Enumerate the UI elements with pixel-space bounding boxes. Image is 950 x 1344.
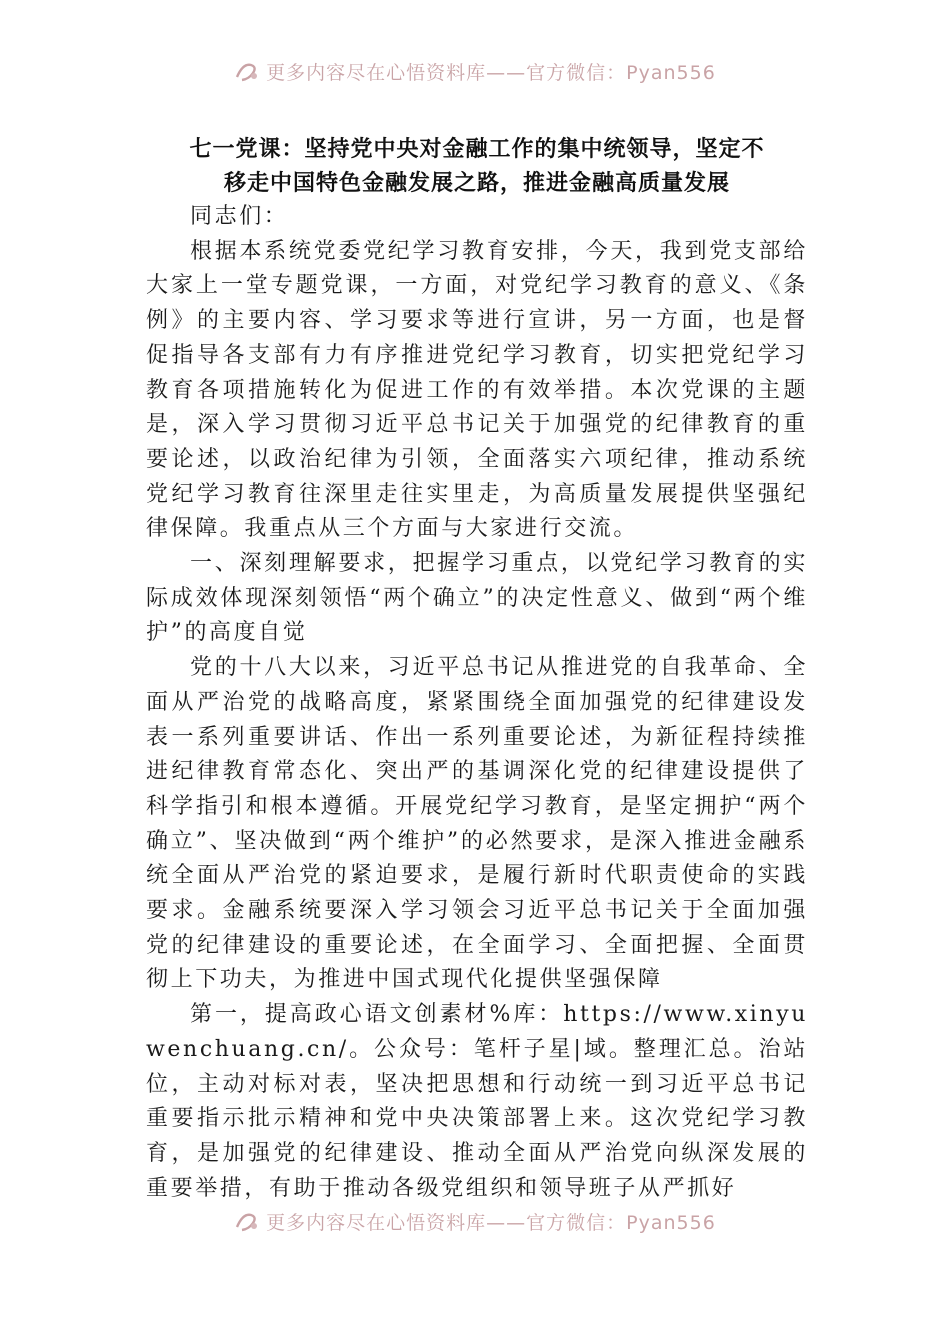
watermark-text: 更多内容尽在心悟资料库——官方微信：Pyan556	[266, 61, 716, 84]
watermark-logo-icon	[234, 1209, 260, 1233]
title-line-1: 七一党课：坚持党中央对金融工作的集中统领导，坚定不	[189, 136, 765, 162]
paragraph-section-1: 党的十八大以来，习近平总书记从推进党的自我革命、全面从严治党的战略高度，紧紧围绕全面加强党的纪律建设发表一系列重要讲话、作出一系列重要论述，为新征程持续推进纪律教育常态化、突出严的基调深化党的纪律建设提供了科学指引和根本遵循。开展党纪学习教育，是坚定拥护“两个确立”、坚决做到“两个维护”的必然要求，是深入推进金融系统全面从严治党的紧迫要求，是履行新时代职责使命的实践要求。金融系统要深入学习领会习近平总书记关于全面加强党的纪律建设的重要论述，在全面学习、全面把握、全面贯彻上下功夫，为推进中国式现代化提供坚强保障	[146, 655, 808, 993]
header-watermark	[0, 56, 950, 86]
watermark-text: 更多内容尽在心悟资料库——官方微信：Pyan556	[266, 1211, 716, 1234]
paragraph-point-1: 第一，提高政心语文创素材%库：https://www.xinyuwenchuang.cn/。公众号：笔杆子星|域。整理汇总。治站位，主动对标对表，坚决把思想和行动统一到习近平总书记重要指示批示精神和党中央决策部署上来。这次党纪学习教育，是加强党的纪律建设、推动全面从严治党向纵深发展的重要举措，有助于推动各级党组织和领导班子从严抓好	[146, 1002, 808, 1201]
footer-watermark	[0, 1206, 950, 1236]
document-title	[146, 132, 808, 200]
paragraph-intro: 根据本系统党委党纪学习教育安排，今天，我到党支部给大家上一堂专题党课，一方面，对党纪学习教育的意义、《条例》的主要内容、学习要求等进行宣讲，另一方面，也是督促指导各支部有力有序推进党纪学习教育，切实把党纪学习教育各项措施转化为促进工作的有效举措。本次党课的主题是，深入学习贯彻习近平总书记关于加强党的纪律教育的重要论述，以政治纪律为引领，全面落实六项纪律，推动系统党纪学习教育往深里走往实里走，为高质量发展提供坚强纪律保障。我重点从三个方面与大家进行交流。	[146, 238, 808, 542]
title-line-2: 移走中国特色金融发展之路，推进金融高质量发展	[223, 170, 730, 196]
salutation: 同志们：	[190, 204, 289, 229]
document-body	[146, 132, 808, 1206]
section-heading-1: 一、深刻理解要求，把握学习重点，以党纪学习教育的实际成效体现深刻领悟“两个确立”的决定性意义、做到“两个维护”的高度自觉	[146, 551, 808, 646]
watermark-logo-icon	[234, 59, 260, 83]
